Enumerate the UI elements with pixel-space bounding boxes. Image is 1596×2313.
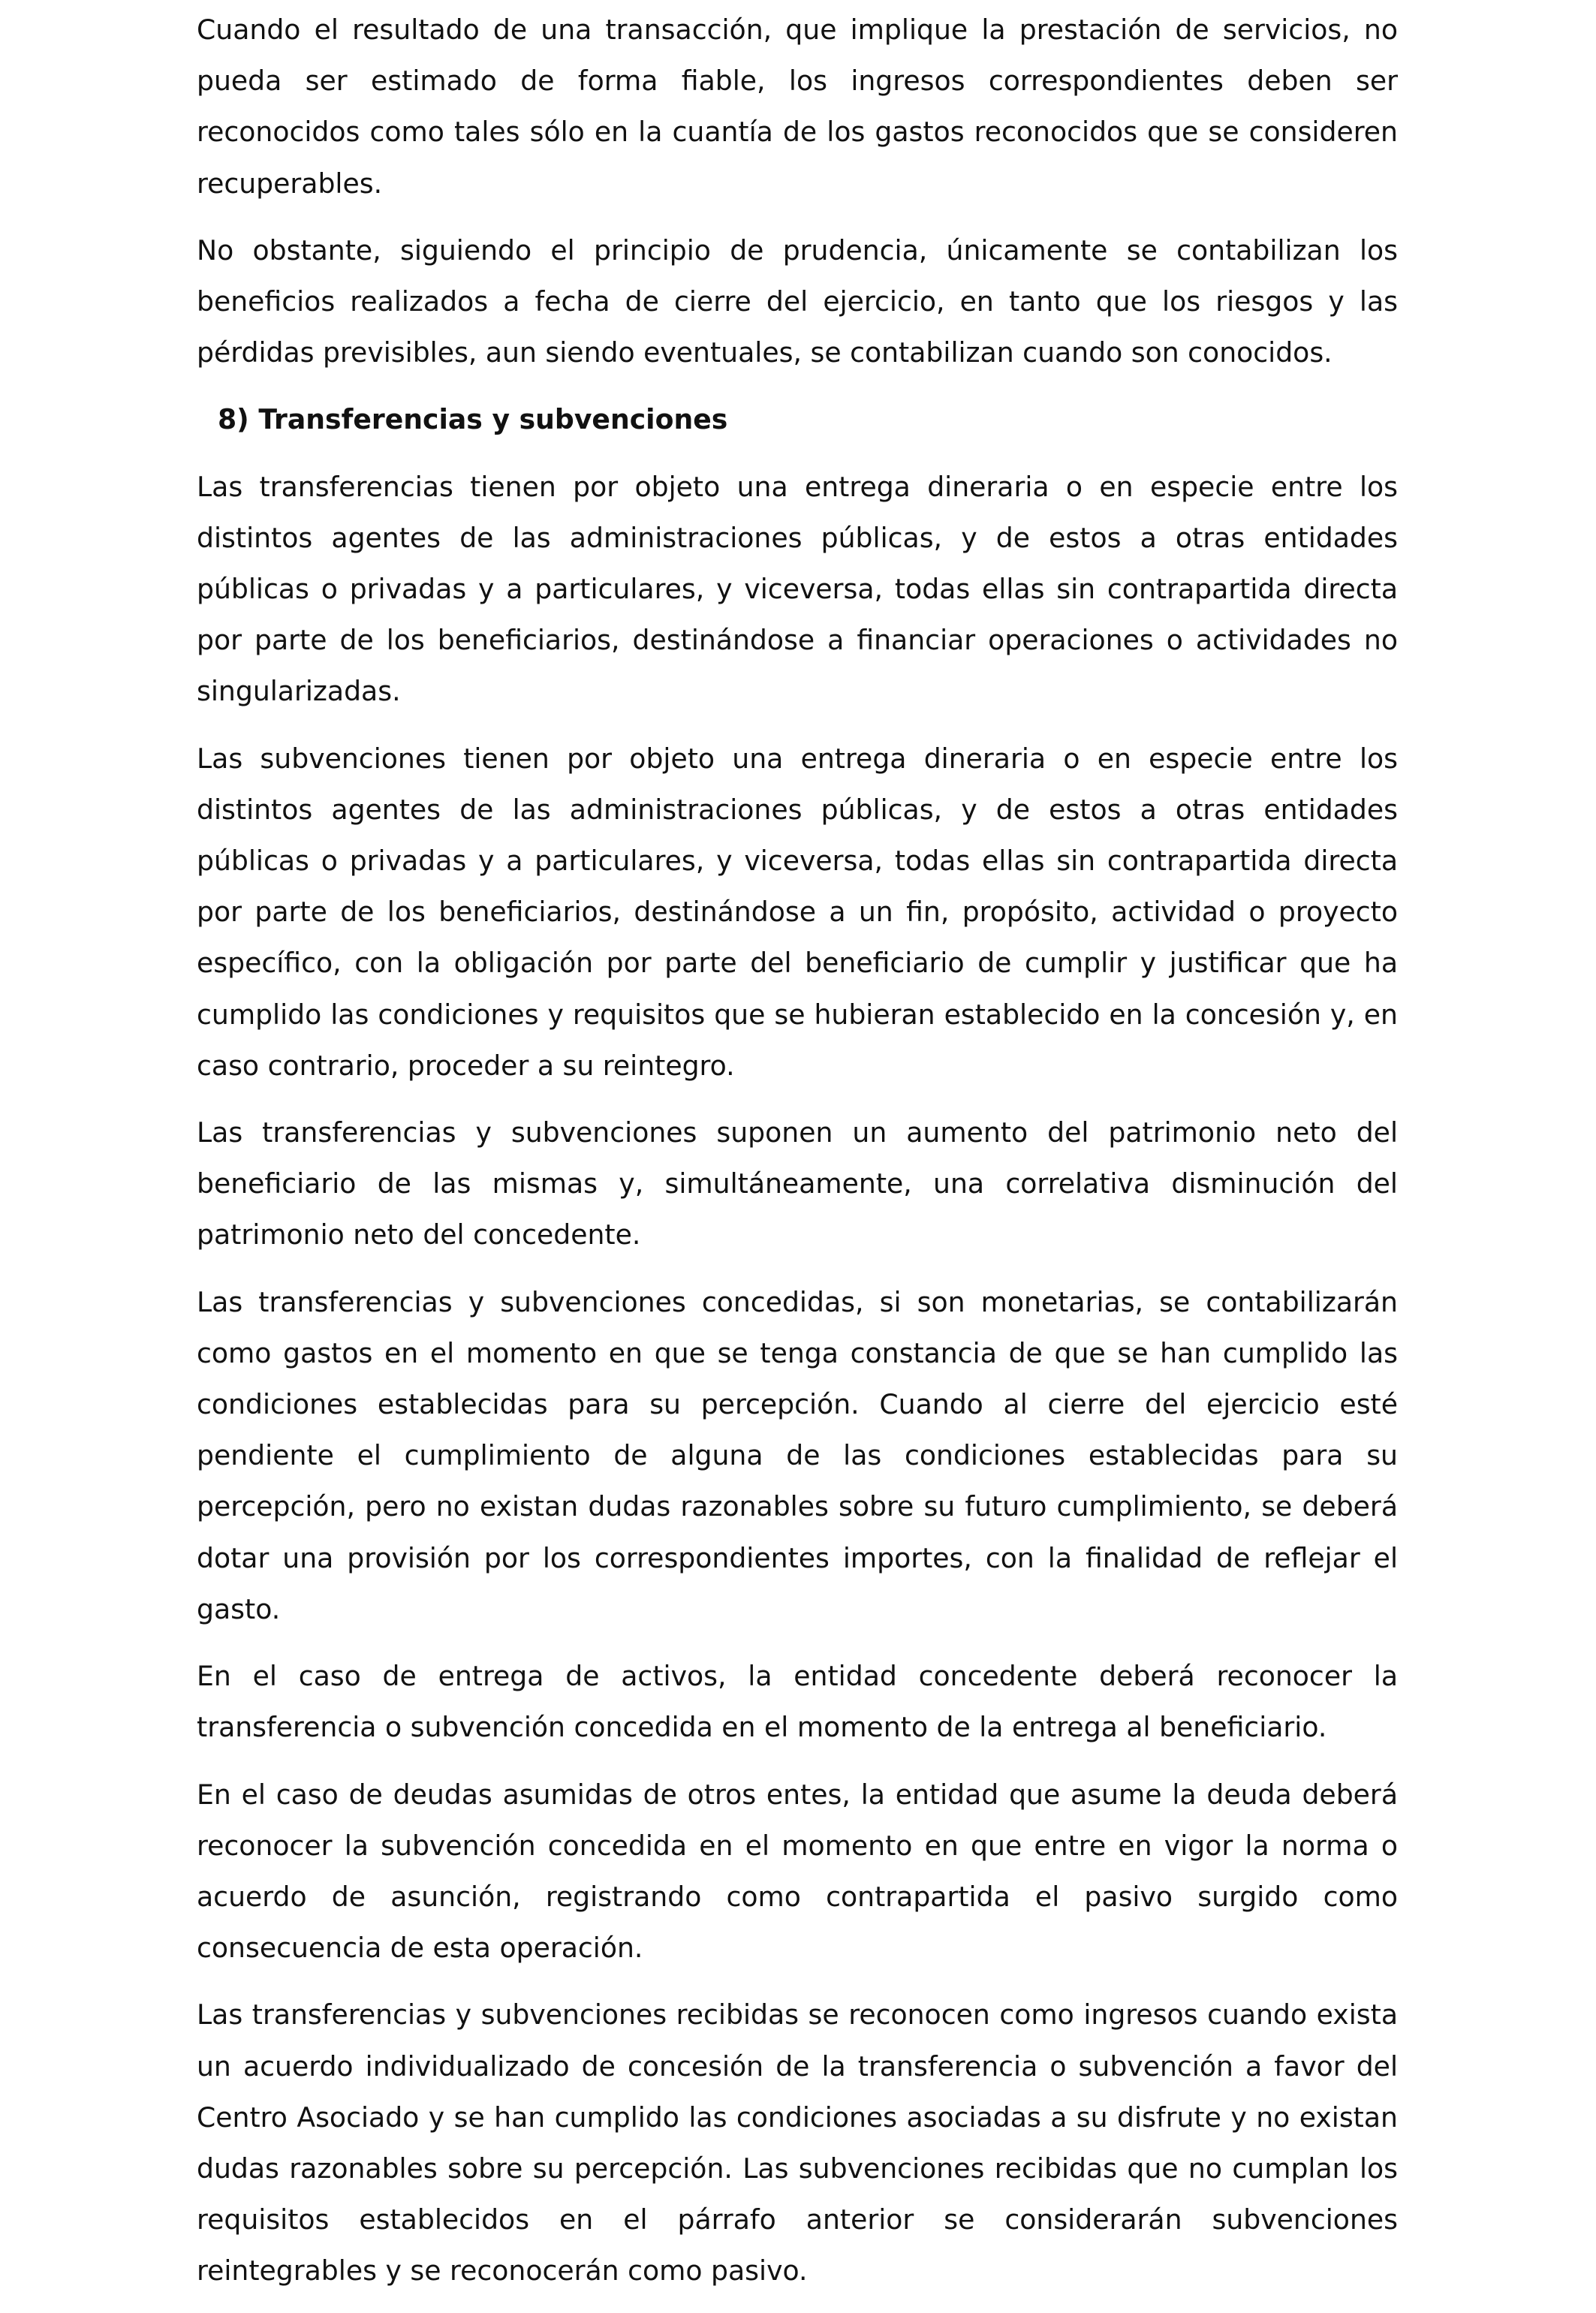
paragraph-ingresos-servicios: Cuando el resultado de una transacción, que implique la prestación de servicios, no pueda ser estimado de forma fiable, los ingresos correspondientes deben ser reconocidos como tales sólo en la cuantía de los gastos reconocidos que se consideren recuperables. (197, 14, 1398, 200)
paragraph-deudas-asumidas: En el caso de deudas asumidas de otros entes, la entidad que asume la deuda deberá reconocer la subvención concedida en el momento en que entre en vigor la norma o acuerdo de asunción, registrando como contrapartida el pasivo surgido como consecuencia de esta operación. (197, 1778, 1398, 1965)
section-heading: 8) Transferencias y subvenciones (218, 403, 728, 436)
paragraph-transferencias: Las transferencias tienen por objeto una entrega dineraria o en especie entre los distintos agentes de las administraciones públicas, y de estos a otras entidades públicas o privadas y a particulares, y viceversa, todas ellas sin contrapartida directa por parte de los beneficiarios, destinándose a financiar operaciones o actividades no singularizadas. (197, 470, 1398, 708)
paragraph-concedidas-monetarias: Las transferencias y subvenciones concedidas, si son monetarias, se contabilizarán como gastos en el momento en que se tenga constancia de que se han cumplido las condiciones establecidas para su percepción. Cuando al cierre del ejercicio esté pendiente el cumplimiento de alguna de las condiciones establecidas para su percepción, pero no existan dudas razonables sobre su futuro cumplimiento, se deberá dotar una provisión por los correspondientes importes, con la finalidad de reflejar el gasto. (197, 1285, 1398, 1625)
paragraph-recibidas: Las transferencias y subvenciones recibidas se reconocen como ingresos cuando exista un acuerdo individualizado de concesión de la transferencia o subvención a favor del Centro Asociado y se han cumplido las condiciones asociadas a su disfrute y no existan dudas razonables sobre su percepción. Las subvenciones recibidas que no cumplan los requisitos establecidos en el párrafo anterior se considerarán subvenciones reintegrables y se reconocerán como pasivo. (197, 1998, 1398, 2287)
paragraph-aumento-patrimonio: Las transferencias y subvenciones suponen un aumento del patrimonio neto del beneficiario de las mismas y, simultáneamente, una correlativa disminución del patrimonio neto del concedente. (197, 1116, 1398, 1251)
paragraph-subvenciones: Las subvenciones tienen por objeto una entrega dineraria o en especie entre los distintos agentes de las administraciones públicas, y de estos a otras entidades públicas o privadas y a particulares, y viceversa, todas ellas sin contrapartida directa por parte de los beneficiarios, destinándose a un fin, propósito, actividad o proyecto específico, con la obligación por parte del beneficiario de cumplir y justificar que ha cumplido las condiciones y requisitos que se hubieran establecido en la concesión y, en caso contrario, proceder a su reintegro. (197, 742, 1398, 1082)
document-page (197, 5, 1398, 2313)
paragraph-entrega-activos: En el caso de entrega de activos, la entidad concedente deberá reconocer la transferencia o subvención concedida en el momento de la entrega al beneficiario. (197, 1660, 1398, 1744)
paragraph-principio-prudencia: No obstante, siguiendo el principio de prudencia, únicamente se contabilizan los beneficios realizados a fecha de cierre del ejercicio, en tanto que los riesgos y las pérdidas previsibles, aun siendo eventuales, se contabilizan cuando son conocidos. (197, 233, 1398, 369)
